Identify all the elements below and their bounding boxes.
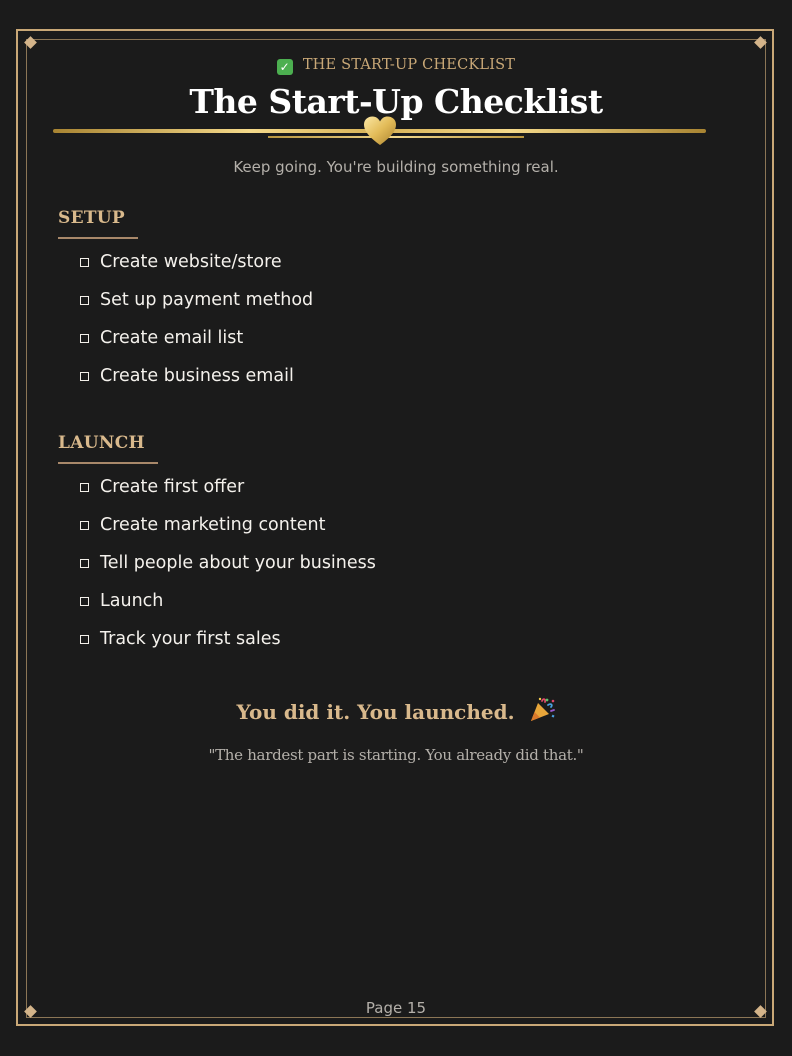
- checklist-item[interactable]: [80, 513, 325, 537]
- page-subtitle: Keep going. You're building something real.: [233, 158, 559, 176]
- checklist-item[interactable]: [80, 250, 282, 274]
- page-number: Page 15: [365, 999, 427, 1017]
- checklist-item-label: Create email list: [100, 328, 244, 348]
- eyebrow-text: THE START-UP CHECKLIST: [302, 57, 516, 73]
- checkbox[interactable]: [80, 559, 89, 568]
- checklist-item[interactable]: [80, 475, 244, 499]
- gold-heart-icon: [363, 115, 397, 147]
- closing-headline: [0, 696, 792, 724]
- checklist-item[interactable]: [80, 589, 163, 613]
- closing-quote: "The hardest part is starting. You already did that.": [208, 746, 584, 764]
- check-mark-button-icon: ✓: [277, 59, 293, 75]
- checklist-item[interactable]: [80, 288, 313, 312]
- checkbox[interactable]: [80, 483, 89, 492]
- party-popper-icon: [528, 696, 556, 724]
- closing-headline-text: You did it. You launched.: [236, 700, 515, 724]
- section-title-launch: LAUNCH: [58, 433, 145, 453]
- checklist-item-label: Create business email: [100, 366, 294, 386]
- checklist-item[interactable]: [80, 551, 376, 575]
- section-rule-launch: [58, 462, 158, 464]
- checkbox[interactable]: [80, 296, 89, 305]
- checkbox[interactable]: [80, 258, 89, 267]
- checklist-item[interactable]: [80, 627, 281, 651]
- checklist-item-label: Create website/store: [100, 252, 282, 272]
- checkbox[interactable]: [80, 521, 89, 530]
- checklist-item-label: Track your first sales: [100, 629, 281, 649]
- checklist-item[interactable]: [80, 364, 294, 388]
- checkbox[interactable]: [80, 372, 89, 381]
- checklist-item-label: Set up payment method: [100, 290, 314, 310]
- checkbox[interactable]: [80, 597, 89, 606]
- checklist-item-label: Launch: [100, 591, 164, 611]
- page-title: The Start-Up Checklist: [189, 82, 603, 121]
- checkbox[interactable]: [80, 334, 89, 343]
- section-title-setup: SETUP: [58, 208, 125, 228]
- checkbox[interactable]: [80, 635, 89, 644]
- checklist-item[interactable]: [80, 326, 243, 350]
- checklist-item-label: Create first offer: [100, 477, 245, 497]
- eyebrow-header: [0, 57, 792, 75]
- checklist-item-label: Tell people about your business: [100, 553, 376, 573]
- section-rule-setup: [58, 237, 138, 239]
- checklist-item-label: Create marketing content: [100, 515, 326, 535]
